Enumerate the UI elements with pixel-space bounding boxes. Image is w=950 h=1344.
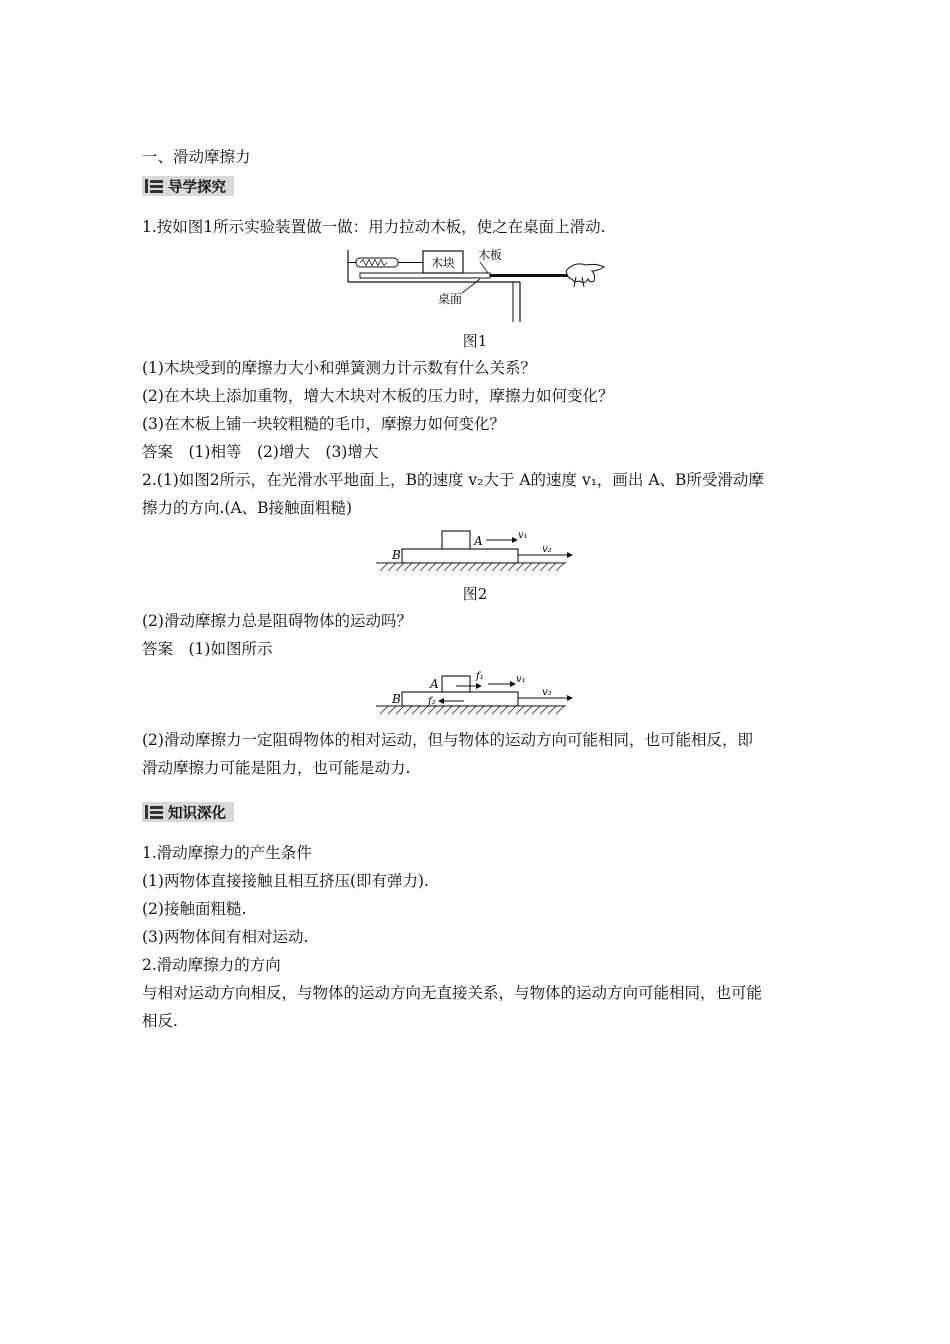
- question-2-answer-1: 答案 (1)如图所示: [142, 640, 273, 658]
- figure-2-diagram: [372, 527, 582, 577]
- label-A: A: [474, 534, 483, 548]
- question-1-sub-2: (2)在木块上添加重物，增大木块对木板的压力时，摩擦力如何变化？: [142, 387, 614, 405]
- banner-title: 知识深化: [168, 805, 226, 822]
- banner-knowledge-deepening: [142, 801, 234, 823]
- label-f2: f₂: [428, 696, 436, 707]
- question-2-intro-line-1: 2.(1)如图2所示，在光滑水平地面上，B的速度 v₂大于 A的速度 v₁，画出 A、B所受滑动摩: [142, 471, 764, 489]
- answer-figure-diagram: [372, 668, 582, 720]
- question-2-sub-2: (2)滑动摩擦力总是阻碍物体的运动吗？: [142, 612, 412, 630]
- knowledge-condition-2: (2)接触面粗糙.: [142, 900, 247, 918]
- question-1-sub-3: (3)在木板上铺一块较粗糙的毛巾，摩擦力如何变化？: [142, 415, 505, 433]
- question-2-intro-line-2: 擦力的方向.(A、B接触面粗糙): [142, 499, 353, 517]
- question-2-answer-2-line-1: (2)滑动摩擦力一定阻碍物体的相对运动，但与物体的运动方向可能相同，也可能相反，即: [142, 731, 753, 749]
- banner-title: 导学探究: [168, 179, 226, 196]
- knowledge-direction-line-1: 与相对运动方向相反，与物体的运动方向无直接关系，与物体的运动方向可能相同，也可能: [142, 984, 763, 1002]
- label-table: 桌面: [438, 292, 463, 306]
- label-v1: v₁: [516, 674, 526, 685]
- list-icon: [145, 805, 163, 819]
- figure-1-caption: 图1: [462, 332, 488, 350]
- section-title: 一、滑动摩擦力: [142, 148, 251, 166]
- question-1-intro: 1.按如图1所示实验装置做一做：用力拉动木板，使之在桌面上滑动.: [142, 218, 606, 236]
- label-A: A: [430, 677, 439, 691]
- knowledge-direction-line-2: 相反.: [142, 1012, 178, 1030]
- knowledge-heading-1: 1.滑动摩擦力的产生条件: [142, 844, 312, 862]
- label-B: B: [392, 692, 401, 706]
- label-v2: v₂: [542, 687, 552, 698]
- label-block: 木块: [430, 256, 456, 270]
- figure-1-apparatus: [340, 246, 610, 324]
- list-icon: [145, 179, 163, 193]
- knowledge-condition-1: (1)两物体直接接触且相互挤压(即有弹力).: [142, 872, 429, 890]
- knowledge-condition-3: (3)两物体间有相对运动.: [142, 928, 309, 946]
- label-board: 木板: [478, 248, 503, 262]
- label-v2: v₂: [542, 544, 552, 555]
- label-f1: f₁: [476, 671, 484, 682]
- knowledge-heading-2: 2.滑动摩擦力的方向: [142, 956, 281, 974]
- question-1-sub-1: (1)木块受到的摩擦力大小和弹簧测力计示数有什么关系？: [142, 359, 536, 377]
- banner-guided-inquiry: [142, 175, 234, 197]
- label-B: B: [392, 548, 401, 562]
- label-v1: v₁: [518, 530, 528, 541]
- question-2-answer-2-line-2: 滑动摩擦力可能是阻力，也可能是动力.: [142, 759, 411, 777]
- question-1-answer: 答案 (1)相等 (2)增大 (3)增大: [142, 443, 379, 461]
- figure-2-caption: 图2: [462, 585, 488, 603]
